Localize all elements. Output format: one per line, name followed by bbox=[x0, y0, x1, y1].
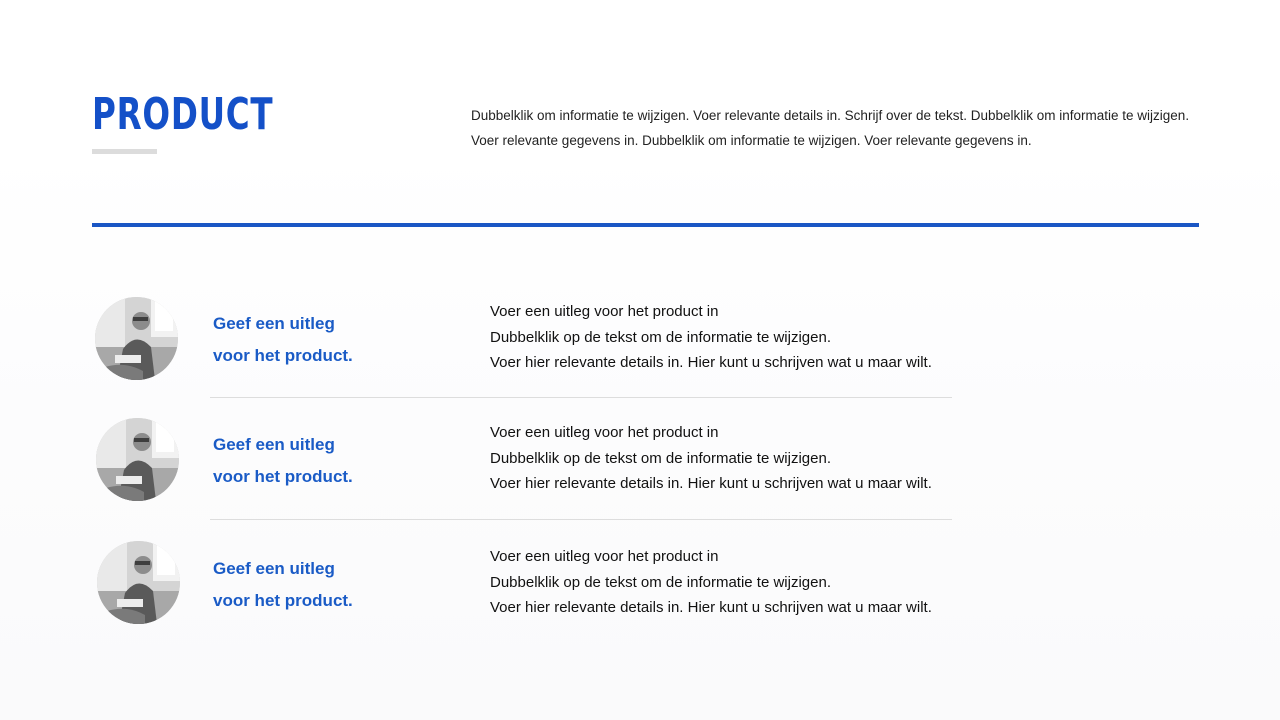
person-photo-icon[interactable] bbox=[97, 541, 180, 624]
item-description-line: Voer een uitleg voor het product in bbox=[490, 424, 719, 441]
item-description-line: Voer een uitleg voor het product in bbox=[490, 303, 719, 320]
person-photo-icon[interactable] bbox=[96, 418, 179, 501]
person-photo-icon[interactable] bbox=[95, 297, 178, 380]
blue-divider-rule bbox=[92, 223, 1199, 227]
item-label-line: Geef een uitleg bbox=[213, 435, 335, 454]
item-label-line: Geef een uitleg bbox=[213, 314, 335, 333]
item-label-line: voor het product. bbox=[213, 467, 353, 486]
item-description-line: Voer hier relevante details in. Hier kunt u schrijven wat u maar wilt. bbox=[490, 475, 932, 492]
item-description[interactable] bbox=[490, 420, 960, 497]
item-label-line: voor het product. bbox=[213, 591, 353, 610]
item-label-line: voor het product. bbox=[213, 346, 353, 365]
title-underline bbox=[92, 149, 157, 154]
item-description-line: Dubbelklik op de tekst om de informatie te wijzigen. bbox=[490, 449, 832, 467]
row-divider bbox=[210, 519, 952, 520]
item-description-line: Dubbelklik op de tekst om de informatie te wijzigen. bbox=[490, 328, 832, 346]
item-description-line: Voer een uitleg voor het product in bbox=[490, 548, 719, 565]
item-description-line: Voer hier relevante details in. Hier kunt u schrijven wat u maar wilt. bbox=[490, 599, 932, 616]
row-divider bbox=[210, 397, 952, 398]
item-label[interactable] bbox=[213, 553, 453, 617]
item-description[interactable] bbox=[490, 299, 960, 376]
item-description-line: Dubbelklik op de tekst om de informatie te wijzigen. bbox=[490, 573, 832, 591]
item-description-line: Voer hier relevante details in. Hier kunt u schrijven wat u maar wilt. bbox=[490, 354, 932, 371]
item-label-line: Geef een uitleg bbox=[213, 559, 335, 578]
product-item bbox=[92, 413, 952, 523]
intro-text[interactable]: Dubbelklik om informatie te wijzigen. Voer relevante details in. Schrijf over de tekst. Dubbelklik om informatie te wijzigen. Voer relevante gegevens in. Dubbelklik om informatie te wijzigen. Voer relevante gegevens in. bbox=[471, 108, 1190, 148]
product-item bbox=[92, 537, 952, 647]
item-label[interactable] bbox=[213, 308, 453, 372]
slide-title[interactable]: PRODUCT bbox=[92, 89, 274, 140]
item-label[interactable] bbox=[213, 429, 453, 493]
product-item bbox=[92, 292, 952, 402]
item-description[interactable] bbox=[490, 544, 960, 621]
